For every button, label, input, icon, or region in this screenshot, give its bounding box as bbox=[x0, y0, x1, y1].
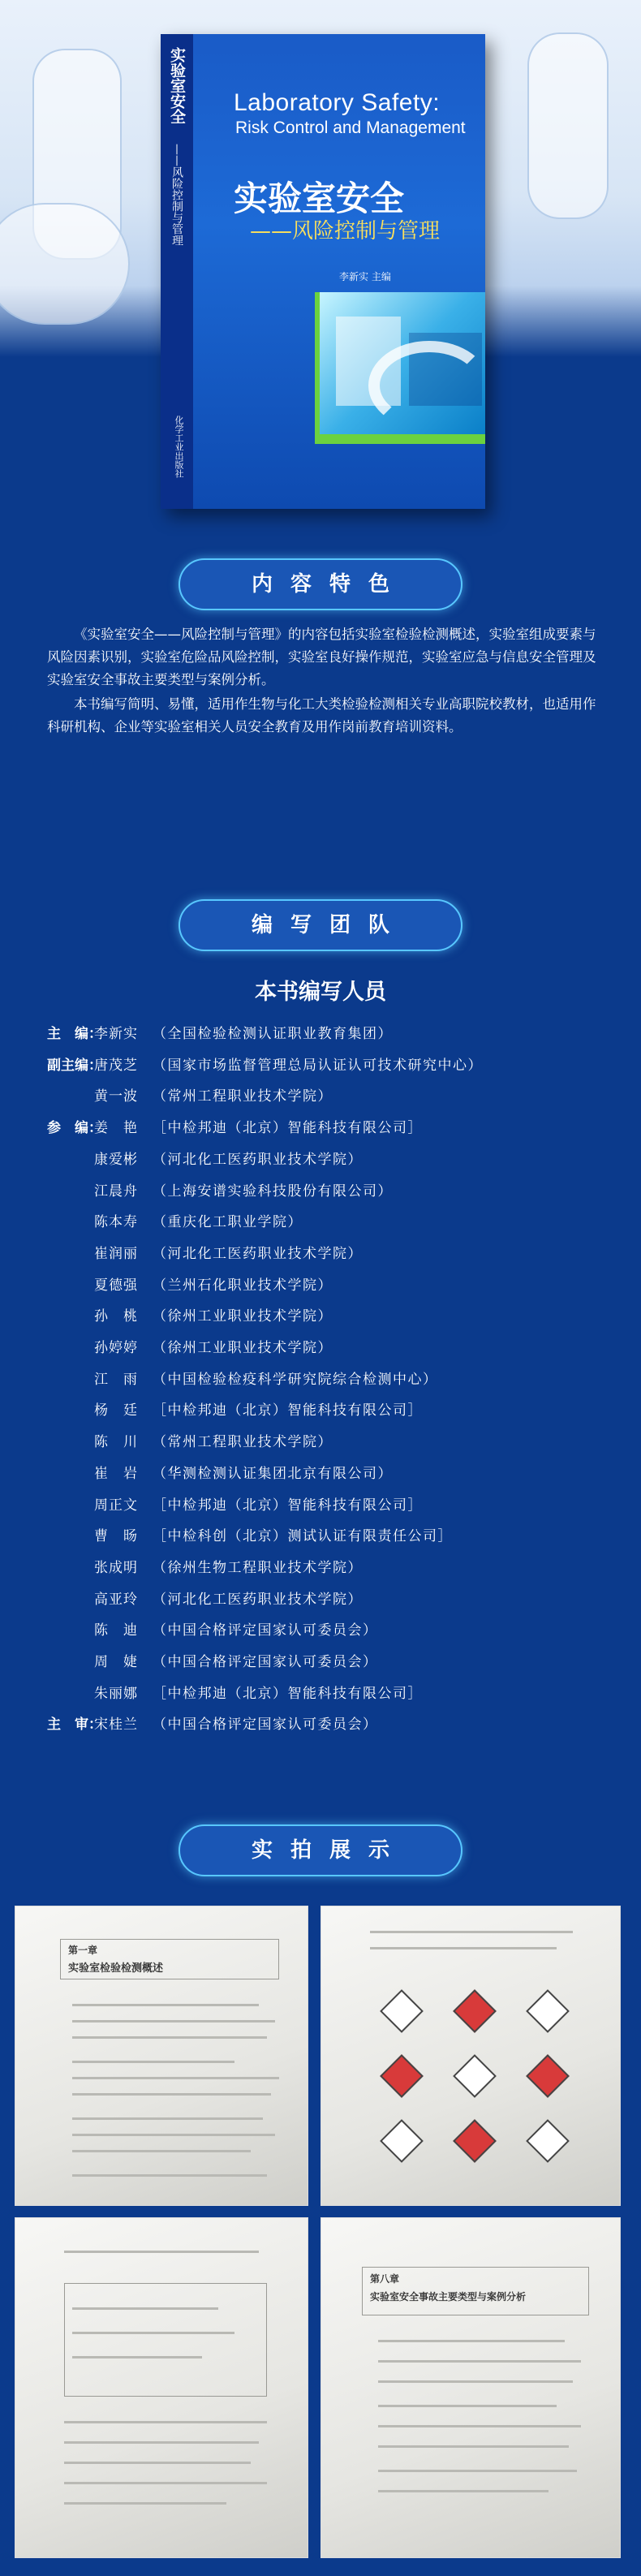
member-organization: （河北化工医药职业技术学院） bbox=[153, 1591, 363, 1608]
member-organization: （华测检测认证集团北京有限公司） bbox=[153, 1465, 393, 1482]
member-name: 江 雨 bbox=[94, 1371, 138, 1388]
member-organization: （中国合格评定国家认可委员会） bbox=[153, 1654, 378, 1670]
chapter-title: 实验室检验检测概述 bbox=[68, 1962, 164, 1975]
text-line bbox=[64, 2421, 267, 2423]
member-organization: （河北化工医药职业技术学院） bbox=[153, 1245, 363, 1262]
text-line bbox=[378, 2405, 557, 2407]
member-name: 姜 艳 bbox=[94, 1120, 138, 1137]
member-organization: （中国合格评定国家认可委员会） bbox=[153, 1717, 378, 1734]
text-line bbox=[64, 2251, 259, 2253]
member-name: 周 婕 bbox=[94, 1654, 138, 1670]
text-line bbox=[378, 2470, 577, 2472]
spine-title: 实验室安全 bbox=[168, 47, 186, 124]
team-member-row bbox=[47, 1497, 615, 1514]
member-organization: ［中检邦迪（北京）智能科技有限公司］ bbox=[153, 1120, 423, 1137]
team-member-row bbox=[47, 1246, 615, 1262]
text-line bbox=[370, 1931, 573, 1933]
cover-title-en: Laboratory Safety: bbox=[234, 89, 441, 116]
text-line bbox=[64, 2441, 259, 2444]
team-member-row bbox=[47, 1717, 615, 1733]
text-line bbox=[72, 2020, 275, 2022]
cover-subtitle-en: Risk Control and Management bbox=[235, 118, 466, 137]
member-name: 陈 迪 bbox=[94, 1622, 138, 1639]
chapter-number: 第八章 bbox=[370, 2273, 400, 2285]
member-organization: （重庆化工职业学院） bbox=[153, 1214, 303, 1231]
member-organization: （徐州工业职业技术学院） bbox=[153, 1340, 333, 1356]
text-line bbox=[378, 2360, 581, 2363]
lab-arc bbox=[368, 341, 490, 430]
section-heading-text: 实拍展示 bbox=[251, 1838, 407, 1863]
team-member-row bbox=[47, 1528, 615, 1544]
cover-lab-image bbox=[315, 292, 485, 434]
text-line bbox=[72, 2077, 279, 2079]
section-heading-team bbox=[179, 899, 462, 951]
team-member-row bbox=[47, 1592, 615, 1608]
team-member-row bbox=[47, 1622, 615, 1639]
member-name: 崔润丽 bbox=[94, 1245, 138, 1262]
photo-book-page bbox=[320, 2217, 621, 2558]
text-line bbox=[64, 2482, 267, 2484]
text-line bbox=[72, 2117, 263, 2120]
cover-author: 李新实 主编 bbox=[339, 271, 391, 282]
glassware-image bbox=[527, 32, 609, 219]
team-member-row bbox=[47, 1214, 615, 1230]
member-name: 孙 桃 bbox=[94, 1308, 138, 1325]
member-role: 副主编： bbox=[47, 1057, 102, 1074]
team-member-row bbox=[47, 1402, 615, 1419]
member-organization: ［中检邦迪（北京）智能科技有限公司］ bbox=[153, 1402, 423, 1419]
form-table bbox=[64, 2283, 267, 2397]
section-heading-text: 内容特色 bbox=[251, 572, 407, 597]
team-member-row bbox=[47, 1560, 615, 1576]
team-member-row bbox=[47, 1152, 615, 1168]
member-name: 康爱彬 bbox=[94, 1151, 138, 1168]
member-organization: （徐州生物工程职业技术学院） bbox=[153, 1559, 363, 1576]
member-name: 曹 旸 bbox=[94, 1528, 138, 1545]
section-heading-photos bbox=[179, 1824, 462, 1876]
team-member-row bbox=[47, 1372, 615, 1388]
team-member-row bbox=[47, 1434, 615, 1450]
text-line bbox=[378, 2425, 581, 2427]
text-line bbox=[72, 2332, 234, 2334]
team-member-row bbox=[47, 1120, 615, 1136]
text-line bbox=[72, 2004, 259, 2006]
text-line bbox=[370, 1947, 557, 1949]
team-title: 本书编写人员 bbox=[255, 980, 386, 1005]
features-paragraph: 本书编写简明、易懂，适用作生物与化工大类检验检测相关专业高职院校教材，也适用作科研机构、企业等实验室相关人员安全教育及用作岗前教育培训资料。 bbox=[47, 696, 596, 734]
member-name: 高亚玲 bbox=[94, 1591, 138, 1608]
hazard-label-icon bbox=[380, 2054, 424, 2098]
team-member-row bbox=[47, 1183, 615, 1200]
text-line bbox=[378, 2380, 573, 2383]
hazard-label-icon bbox=[453, 2119, 497, 2163]
member-role: 主 审： bbox=[47, 1717, 102, 1734]
member-name: 江晨舟 bbox=[94, 1182, 138, 1200]
member-name: 周正文 bbox=[94, 1497, 138, 1514]
text-line bbox=[72, 2061, 234, 2063]
photo-hazard-labels bbox=[320, 1906, 621, 2206]
member-name: 宋桂兰 bbox=[94, 1717, 138, 1734]
team-member-row bbox=[47, 1654, 615, 1670]
hazard-label-icon bbox=[453, 1989, 497, 2033]
cover-subtitle-cn: ——风险控制与管理 bbox=[250, 219, 441, 243]
section-heading-features bbox=[179, 558, 462, 610]
member-name: 孙婷婷 bbox=[94, 1340, 138, 1356]
section-heading-text: 编写团队 bbox=[251, 913, 407, 937]
team-member-row bbox=[47, 1058, 615, 1074]
member-organization: （徐州工业职业技术学院） bbox=[153, 1308, 333, 1325]
hazard-label-icon bbox=[380, 2119, 424, 2163]
team-member-row bbox=[47, 1277, 615, 1294]
text-line bbox=[72, 2174, 267, 2177]
chapter-title: 实验室安全事故主要类型与案例分析 bbox=[370, 2291, 527, 2302]
cover-title-cn: 实验室安全 bbox=[234, 179, 405, 218]
text-line bbox=[72, 2307, 218, 2310]
hazard-label-icon bbox=[380, 1989, 424, 2033]
member-organization: （兰州石化职业技术学院） bbox=[153, 1277, 333, 1294]
book-spine bbox=[161, 34, 193, 509]
member-name: 朱丽娜 bbox=[94, 1685, 138, 1702]
member-organization: （河北化工医药职业技术学院） bbox=[153, 1151, 363, 1168]
text-line bbox=[72, 2036, 267, 2039]
features-paragraph: 《实验室安全——风险控制与管理》的内容包括实验室检验检测概述，实验室组成要素与风险因素识别，实验室危险品风险控制，实验室良好操作规范，实验室应急与信息安全管理及实验室安全事故主要类型与案例分析。 bbox=[47, 627, 596, 687]
text-line bbox=[64, 2502, 226, 2505]
hazard-label-icon bbox=[453, 2054, 497, 2098]
member-name: 杨 廷 bbox=[94, 1402, 138, 1419]
text-line bbox=[378, 2490, 549, 2492]
team-member-row bbox=[47, 1466, 615, 1482]
member-organization: （国家市场监督管理总局认证认可技术研究中心） bbox=[153, 1057, 483, 1074]
text-line bbox=[378, 2340, 565, 2342]
member-name: 陈 川 bbox=[94, 1434, 138, 1451]
member-organization: （中国检验检疫科学研究院综合检测中心） bbox=[153, 1371, 438, 1388]
member-organization: （上海安谱实验科技股份有限公司） bbox=[153, 1182, 393, 1200]
member-name: 陈本寿 bbox=[94, 1214, 138, 1231]
text-line bbox=[72, 2134, 275, 2136]
book-cover bbox=[161, 34, 485, 509]
member-name: 李新实 bbox=[94, 1026, 138, 1042]
cover-stripe bbox=[315, 434, 485, 444]
hazard-label-icon bbox=[526, 2119, 570, 2163]
hazard-label-icon bbox=[526, 2054, 570, 2098]
text-line bbox=[378, 2445, 569, 2448]
member-organization: （中国合格评定国家认可委员会） bbox=[153, 1622, 378, 1639]
member-organization: （常州工程职业技术学院） bbox=[153, 1434, 333, 1451]
team-member-row bbox=[47, 1308, 615, 1325]
chapter-number: 第一章 bbox=[68, 1945, 98, 1956]
member-organization: ［中检邦迪（北京）智能科技有限公司］ bbox=[153, 1685, 423, 1702]
team-member-row bbox=[47, 1088, 615, 1105]
team-member-row bbox=[47, 1340, 615, 1356]
spine-publisher: 化学工业出版社 bbox=[174, 416, 184, 478]
team-member-row bbox=[47, 1026, 615, 1042]
member-name: 夏德强 bbox=[94, 1277, 138, 1294]
member-name: 张成明 bbox=[94, 1559, 138, 1576]
member-name: 黄一波 bbox=[94, 1088, 138, 1105]
glassware-image bbox=[0, 203, 130, 325]
member-name: 崔 岩 bbox=[94, 1465, 138, 1482]
features-text bbox=[47, 623, 597, 740]
photo-book-page bbox=[15, 2217, 308, 2558]
photo-book-page bbox=[15, 1906, 308, 2206]
member-organization: ［中检科创（北京）测试认证有限责任公司］ bbox=[153, 1528, 453, 1545]
member-organization: ［中检邦迪（北京）智能科技有限公司］ bbox=[153, 1497, 423, 1514]
team-member-row bbox=[47, 1686, 615, 1702]
member-organization: （全国检验检测认证职业教育集团） bbox=[153, 1026, 393, 1042]
member-organization: （常州工程职业技术学院） bbox=[153, 1088, 333, 1105]
member-role: 参 编： bbox=[47, 1120, 102, 1137]
spine-subtitle: ——风险控制与管理 bbox=[170, 144, 183, 246]
text-line bbox=[72, 2150, 251, 2152]
text-line bbox=[64, 2462, 251, 2464]
text-line bbox=[72, 2093, 271, 2096]
member-name: 唐茂芝 bbox=[94, 1057, 138, 1074]
book-front bbox=[193, 34, 485, 509]
text-line bbox=[72, 2356, 202, 2358]
member-role: 主 编： bbox=[47, 1026, 102, 1042]
hazard-label-icon bbox=[526, 1989, 570, 2033]
